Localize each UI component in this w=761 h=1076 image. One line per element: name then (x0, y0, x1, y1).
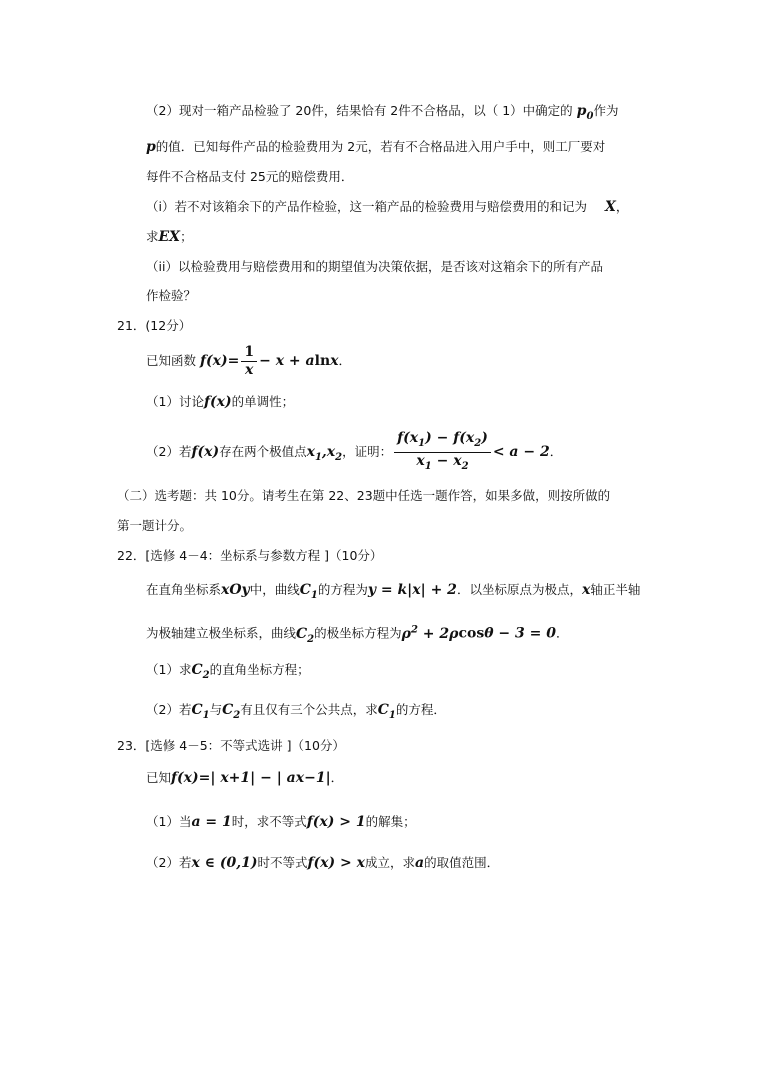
q20-part2-line4: （i）若不对该箱余下的产品作检验，这一箱产品的检验费用与赔偿费用的和记为 X， (146, 199, 629, 215)
section2-instructions-line2: 第一题计分。 (117, 518, 193, 533)
q23-heading: 23．[选修 4－5：不等式选讲 ]（10分） (117, 738, 345, 753)
section2-instructions-line1: （二）选考题：共 10分。请考生在第 22、23题中任选一题作答，如果多做，则按所做的 (117, 488, 611, 503)
q22-line2: 为极轴建立极坐标系，曲线$C_2$的极坐标方程为$\rho^2 + 2\rho\cos\theta - 3 = 0$． (146, 624, 569, 645)
q21-line1: 已知函数 f(x)= $\frac{1}{x}$ − x + alnx． (146, 344, 351, 378)
math-frac-1-x: $\frac{1}{x}$ (241, 344, 257, 379)
q20-part2-line1: （2）现对一箱产品检验了 20件，结果恰有 2件不合格品，以（ 1）中确定的 $p_0$作为 (146, 103, 619, 122)
q20-part2-line3: 每件不合格品支付 25元的赔偿费用． (146, 169, 354, 184)
math-fx: f(x) (203, 394, 232, 410)
math-X: X (604, 199, 616, 215)
math-EX: EX (158, 229, 181, 245)
q23-part1: （1）当a = 1时，求不等式f(x) > 1的解集； (146, 814, 416, 830)
math-p: p (146, 139, 156, 155)
q21-part1: （1）讨论f(x)的单调性； (146, 394, 295, 410)
q22-heading: 22．[选修 4－4：坐标系与参数方程 ]（10分） (117, 548, 383, 563)
q22-part2: （2）若$C_1$与$C_2$有且仅有三个公共点，求$C_1$的方程． (146, 702, 446, 721)
q23-part2: （2）若x ∈ (0,1)时不等式f(x) > x成立，求a的取值范围． (146, 855, 500, 871)
q23-line1: 已知f(x)=| x+1| − | ax−1|． (146, 770, 344, 786)
q22-part1: （1）求$C_2$的直角坐标方程； (146, 662, 310, 681)
q20-part2-line5: 求EX； (146, 229, 193, 245)
q20-part2-line7: 作检验？ (146, 288, 197, 303)
q20-part2-line6: （ii）以检验费用与赔偿费用和的期望值为决策依据，是否该对这箱余下的所有产品 (146, 259, 603, 274)
math-x1-x2: $x_1,x_2$ (306, 443, 343, 463)
q21-heading: 21．(12分） (117, 318, 192, 333)
math-frac-difference: $\frac{f(x_1) - f(x_2)}{x_1 - x_2}$ (394, 430, 491, 475)
q22-line1: 在直角坐标系xOy中，曲线$C_1$的方程为y = k|x| + 2．以坐标原点为极点，x轴正半轴 (146, 582, 641, 601)
math-fx-def: f(x)= (200, 353, 240, 369)
q20-part2-line2: p的值．已知每件产品的检验费用为 2元，若有不合格品进入用户手中，则工厂要对 (146, 139, 606, 155)
q21-part2: （2）若f(x)存在两个极值点$x_1,x_2$，证明： $\frac{f(x_1) - f(x_2)}{x_1 - x_2}$ < a − 2． (146, 430, 562, 479)
math-p0: $p_0$ (576, 103, 594, 122)
